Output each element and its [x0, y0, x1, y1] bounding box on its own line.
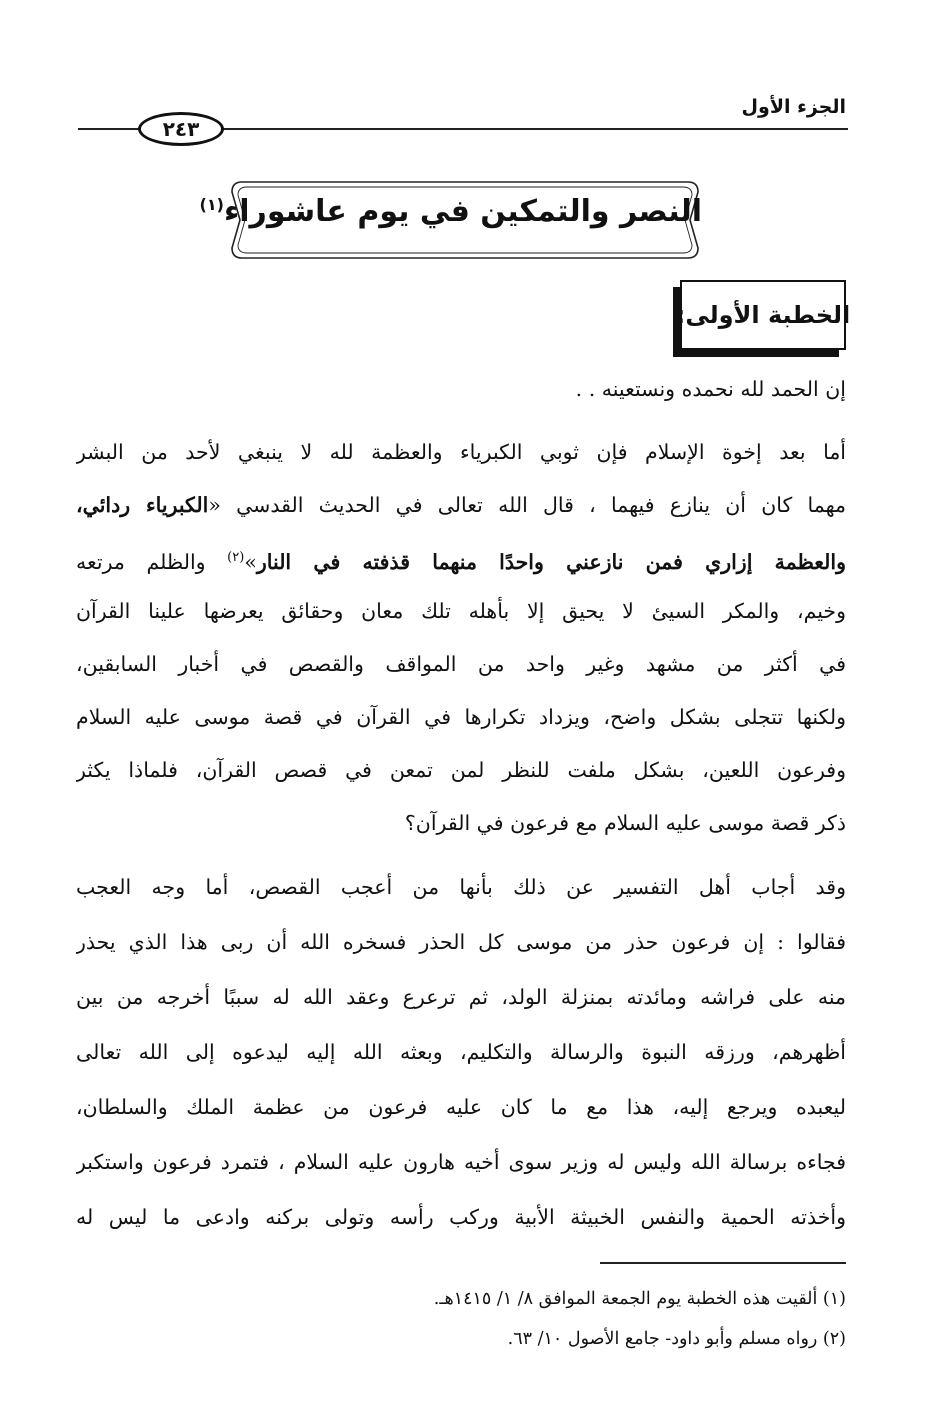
body-line: وأخذته الحمية والنفس الخبيثة الأبية وركب رأسه وتولى بركنه وادعى ما ليس له — [76, 1205, 846, 1229]
footnote-2: (٢) رواه مسلم وأبو داود- جامع الأصول ١٠/ ٦٣. — [507, 1329, 846, 1349]
body-line — [76, 543, 846, 577]
chapter-title-text: النصر والتمكين في يوم عاشوراء — [223, 194, 702, 229]
body-line: منه على فراشه ومائدته بمنزلة الولد، ثم ترعرع وعقد الله له سببًا أخرجه من بين — [76, 985, 846, 1009]
body-line: ذكر قصة موسى عليه السلام مع فرعون في القرآن؟ — [404, 811, 846, 835]
body-line-text: مهما كان أن ينازع فيهما ، قال الله تعالى في الحديث القدسي « — [208, 493, 846, 517]
hadith-quote-part: والعظمة إزاري فمن نازعني واحدًا منهما قذفته في النار — [256, 549, 846, 574]
footnote-ref-1: (١) — [199, 195, 224, 214]
opening-line: إن الحمد لله نحمده ونستعينه . . — [575, 377, 846, 401]
chapter-title-frame — [199, 178, 702, 262]
running-title: الجزء الأول — [741, 96, 846, 118]
header-rule-right — [222, 128, 848, 130]
body-line: فجاءه برسالة الله وليس له وزير سوى أخيه هارون عليه السلام ، فتمرد فرعون واستكبر — [76, 1150, 846, 1174]
body-line — [76, 490, 846, 520]
body-line: وفرعون اللعين، بشكل ملفت للنظر لمن تمعن في قصص القرآن، فلماذا يكثر — [76, 758, 846, 782]
section-heading: الخطبة الأولى: — [680, 280, 846, 350]
page-number: ٢٤٣ — [138, 112, 224, 146]
body-line: ولكنها تتجلى بشكل واضح، ويزداد تكرارها في القرآن في قصة موسى عليه السلام — [76, 705, 846, 729]
chapter-title — [199, 194, 702, 229]
footnote-rule — [600, 1262, 846, 1264]
body-line: وخيم، والمكر السيئ لا يحيق إلا بأهله تلك معان وحقائق يعرضها علينا القرآن — [76, 599, 846, 623]
body-line: فقالوا : إن فرعون حذر من موسى كل الحذر فسخره الله أن ربى هذا الذي يحذر — [76, 930, 846, 954]
footnote-1: (١) ألقيت هذه الخطبة يوم الجمعة الموافق ٨/ ١/ ١٤١٥هـ. — [433, 1289, 846, 1309]
footnote-ref-2: (٢) — [227, 550, 245, 565]
body-line: ليعبده ويرجع إليه، هذا مع ما كان عليه فرعون من عظمة الملك والسلطان، — [76, 1095, 846, 1119]
hadith-quote-part: الكبرياء ردائي، — [76, 493, 209, 517]
header-rule-left — [78, 128, 140, 130]
quote-close: » — [244, 549, 257, 574]
body-line-text: والظلم مرتعه — [76, 549, 228, 574]
body-line: وقد أجاب أهل التفسير عن ذلك بأنها من أعجب القصص، أما وجه العجب — [76, 875, 846, 899]
body-line: أظهرهم، ورزقه النبوة والرسالة والتكليم، وبعثه الله إليه ليدعوه إلى الله تعالى — [76, 1040, 846, 1064]
body-line: أما بعد إخوة الإسلام فإن ثوبي الكبرياء والعظمة لله لا ينبغي لأحد من البشر — [76, 440, 846, 464]
body-line: في أكثر من مشهد وغير واحد من المواقف والقصص في أخبار السابقين، — [76, 652, 846, 676]
